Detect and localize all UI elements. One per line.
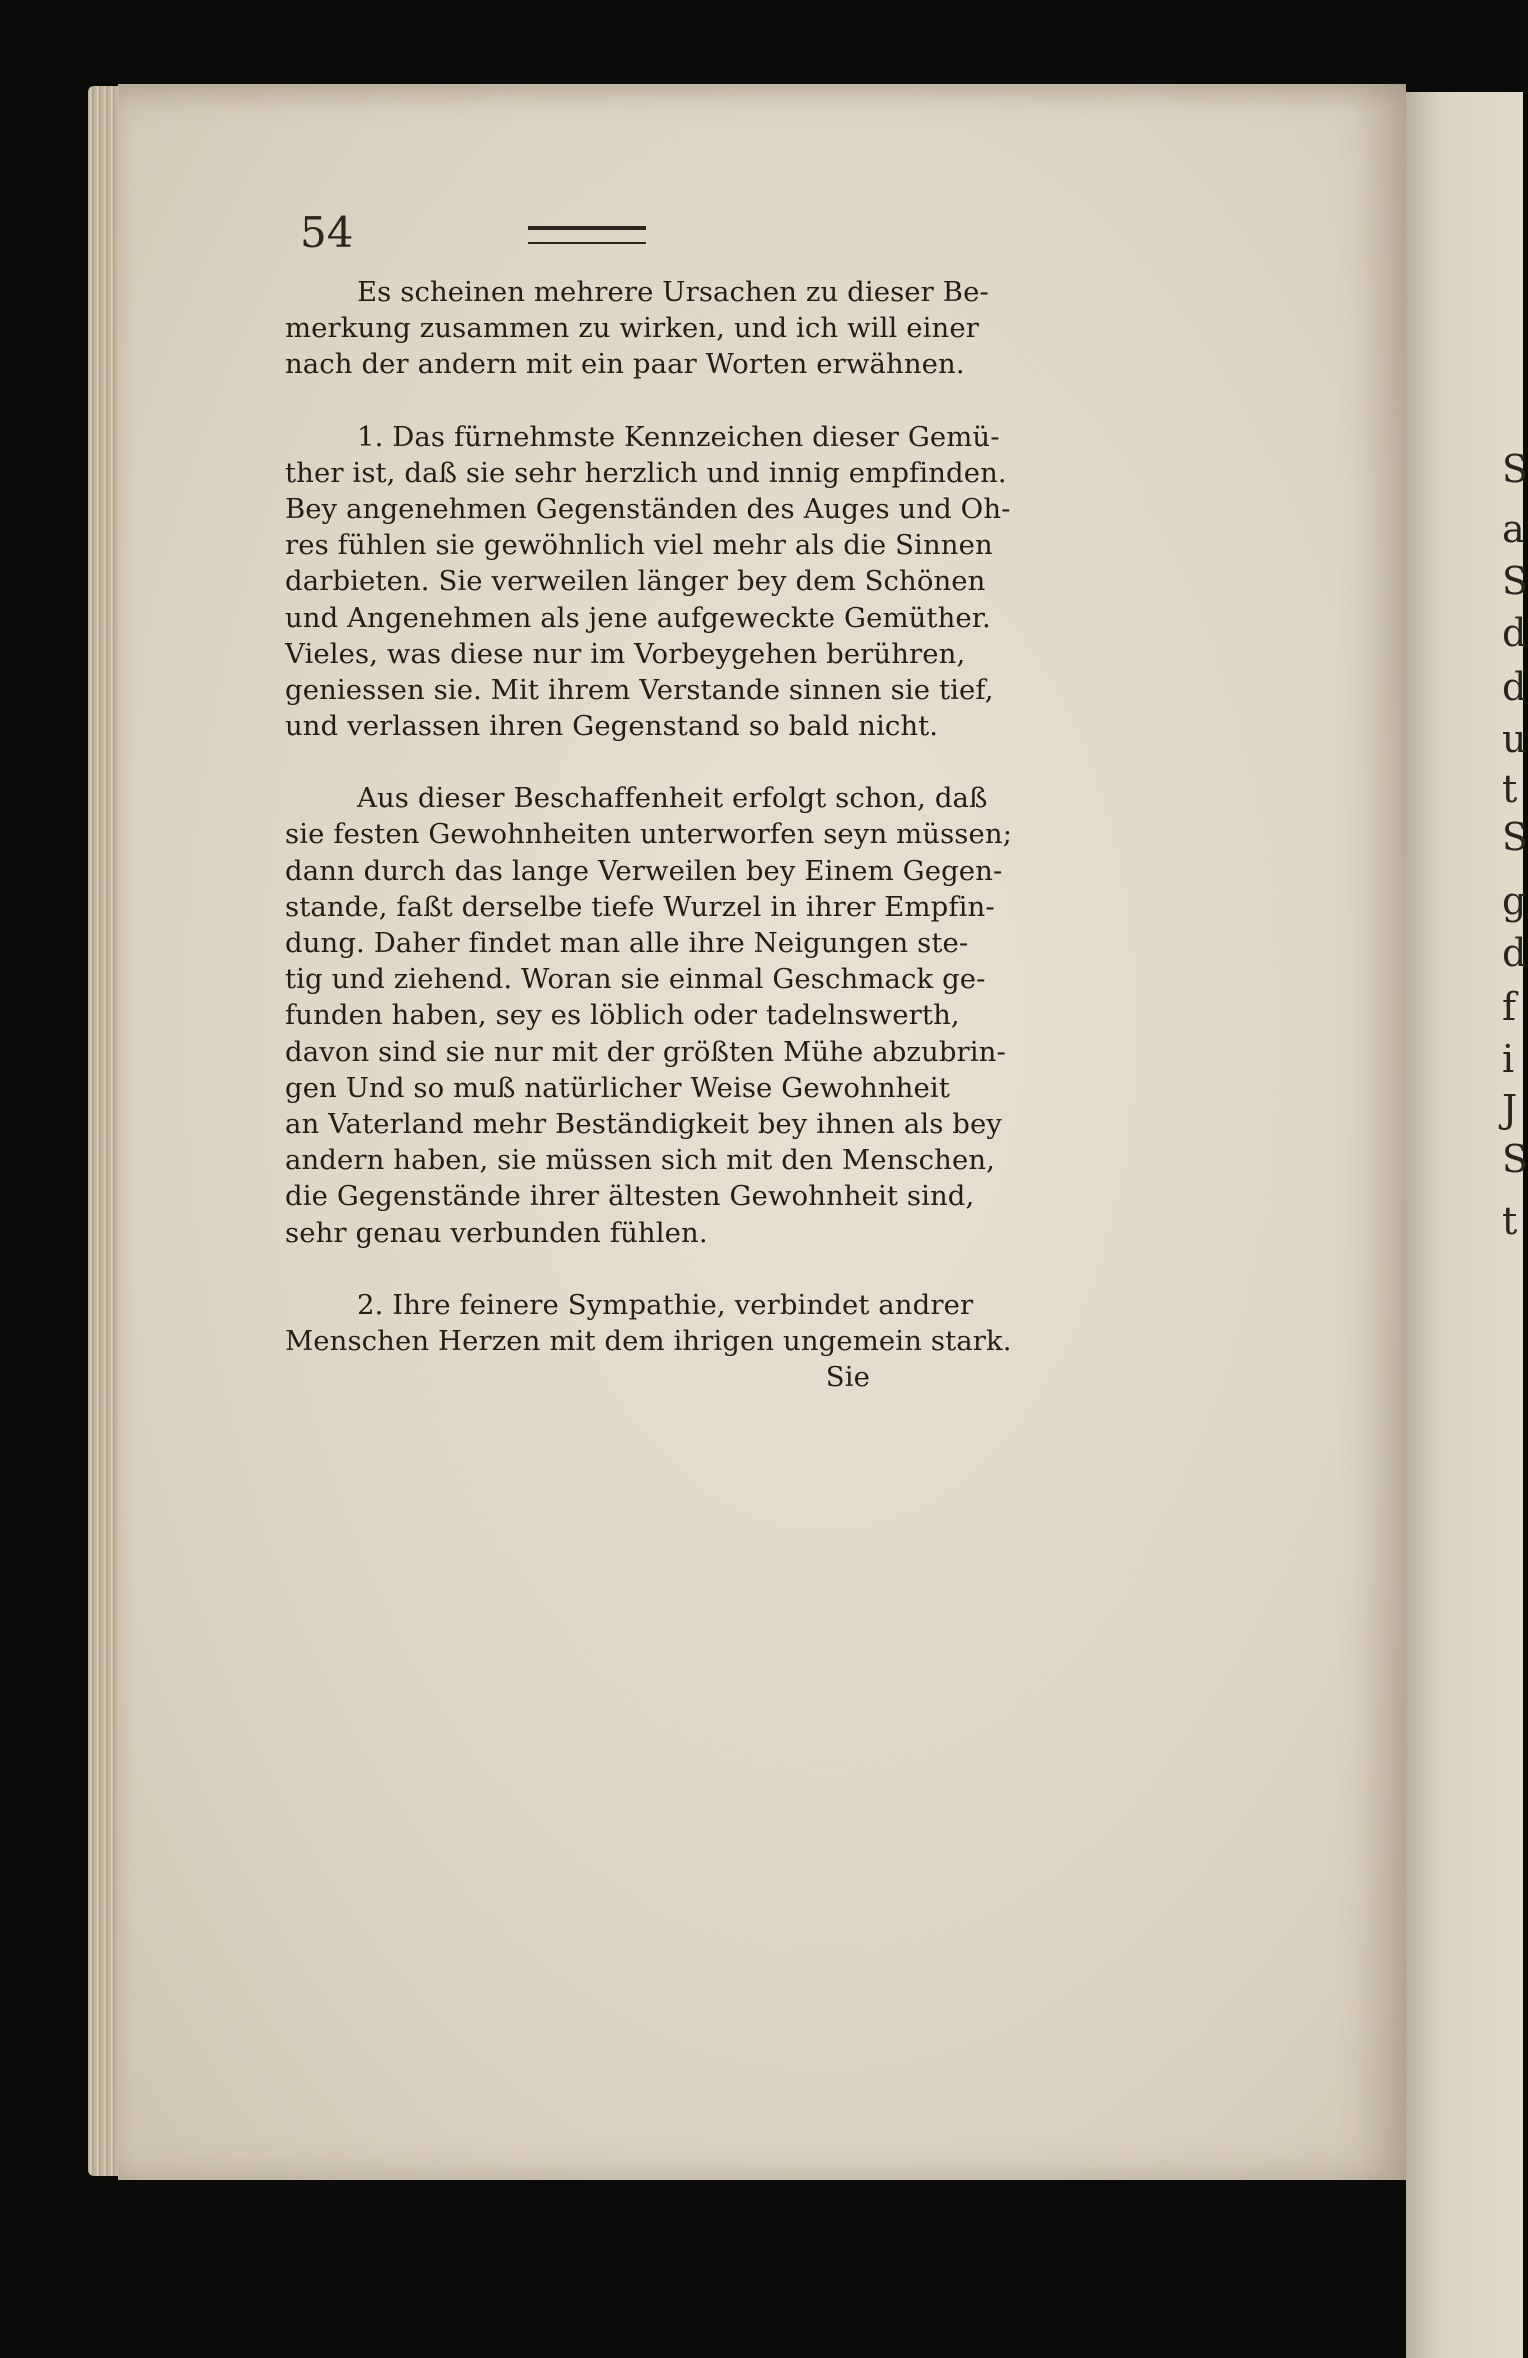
text-line: res fühlen sie gewöhnlich viel mehr als die Sinnen xyxy=(285,529,993,562)
text-line: gen Und so muß natürlicher Weise Gewohnheit xyxy=(285,1071,950,1104)
next-page-fragment: i xyxy=(1502,1037,1515,1081)
next-page-fragment: f xyxy=(1502,985,1517,1029)
text-line: die Gegenstände ihrer ältesten Gewohnheit sind, xyxy=(285,1180,975,1213)
page-number: 54 xyxy=(300,208,354,257)
text-line: geniessen sie. Mit ihrem Verstande sinnen sie tief, xyxy=(285,673,994,706)
text-line: funden haben, sey es löblich oder tadelnswerth, xyxy=(285,999,960,1032)
text-line: darbieten. Sie verweilen länger bey dem Schönen xyxy=(285,565,986,598)
text-line: stande, faßt derselbe tiefe Wurzel in ihrer Empfin- xyxy=(285,890,995,923)
text-line: und Angenehmen als jene aufgeweckte Gemüther. xyxy=(285,601,991,634)
header-rule xyxy=(528,226,646,244)
next-page-fragment: t xyxy=(1502,1199,1518,1243)
text-line: sehr genau verbunden fühlen. xyxy=(285,1216,708,1249)
text-line: und verlassen ihren Gegenstand so bald nicht. xyxy=(285,710,939,743)
next-page-fragment: u xyxy=(1502,717,1527,761)
text-line: 1. Das fürnehmste Kennzeichen dieser Gemü- xyxy=(357,420,1000,453)
text-line: Bey angenehmen Gegenständen des Auges und Oh- xyxy=(285,492,1011,525)
text-line: Menschen Herzen mit dem ihrigen ungemein stark. xyxy=(285,1324,1012,1357)
next-page-fragment: d xyxy=(1502,611,1527,655)
text-line: merkung zusammen zu wirken, und ich will einer xyxy=(285,312,979,345)
text-line: nach der andern mit ein paar Worten erwähnen. xyxy=(285,348,965,381)
text-line: ther ist, daß sie sehr herzlich und innig empfinden. xyxy=(285,456,1007,489)
next-page-fragment: S xyxy=(1502,447,1528,491)
next-page-fragment: g xyxy=(1502,879,1527,923)
next-page-fragment: S xyxy=(1502,559,1528,603)
text-line: 2. Ihre feinere Sympathie, verbindet andrer xyxy=(357,1288,974,1321)
next-page-fragment: a xyxy=(1502,507,1525,551)
next-page-fragment: S xyxy=(1502,815,1528,859)
text-line: dann durch das lange Verweilen bey Einem Gegen- xyxy=(285,854,1003,887)
next-page-edge xyxy=(1406,92,1528,2358)
text-line: Es scheinen mehrere Ursachen zu dieser Be- xyxy=(357,276,989,308)
next-page-fragment: J xyxy=(1502,1087,1518,1131)
text-line: davon sind sie nur mit der größten Mühe abzubrin- xyxy=(285,1035,1006,1068)
catchword: Sie xyxy=(825,1361,870,1394)
text-line: an Vaterland mehr Beständigkeit bey ihnen als bey xyxy=(285,1107,1002,1140)
next-page-fragment: d xyxy=(1502,665,1527,709)
body-text xyxy=(285,274,1013,1395)
next-page-fragment: S xyxy=(1502,1137,1528,1181)
next-page-fragment: t xyxy=(1502,767,1518,811)
text-line: andern haben, sie müssen sich mit den Menschen, xyxy=(285,1144,995,1177)
text-line: tig und ziehend. Woran sie einmal Geschmack ge- xyxy=(285,963,986,996)
text-line: dung. Daher findet man alle ihre Neigungen ste- xyxy=(285,927,969,959)
text-line: Aus dieser Beschaffenheit erfolgt schon, daß xyxy=(357,782,988,815)
next-page-fragment: d xyxy=(1502,931,1527,975)
text-line: Vieles, was diese nur im Vorbeygehen berühren, xyxy=(285,637,966,670)
text-line: sie festen Gewohnheiten unterworfen seyn müssen; xyxy=(285,818,1013,851)
page-edges xyxy=(88,86,122,2176)
